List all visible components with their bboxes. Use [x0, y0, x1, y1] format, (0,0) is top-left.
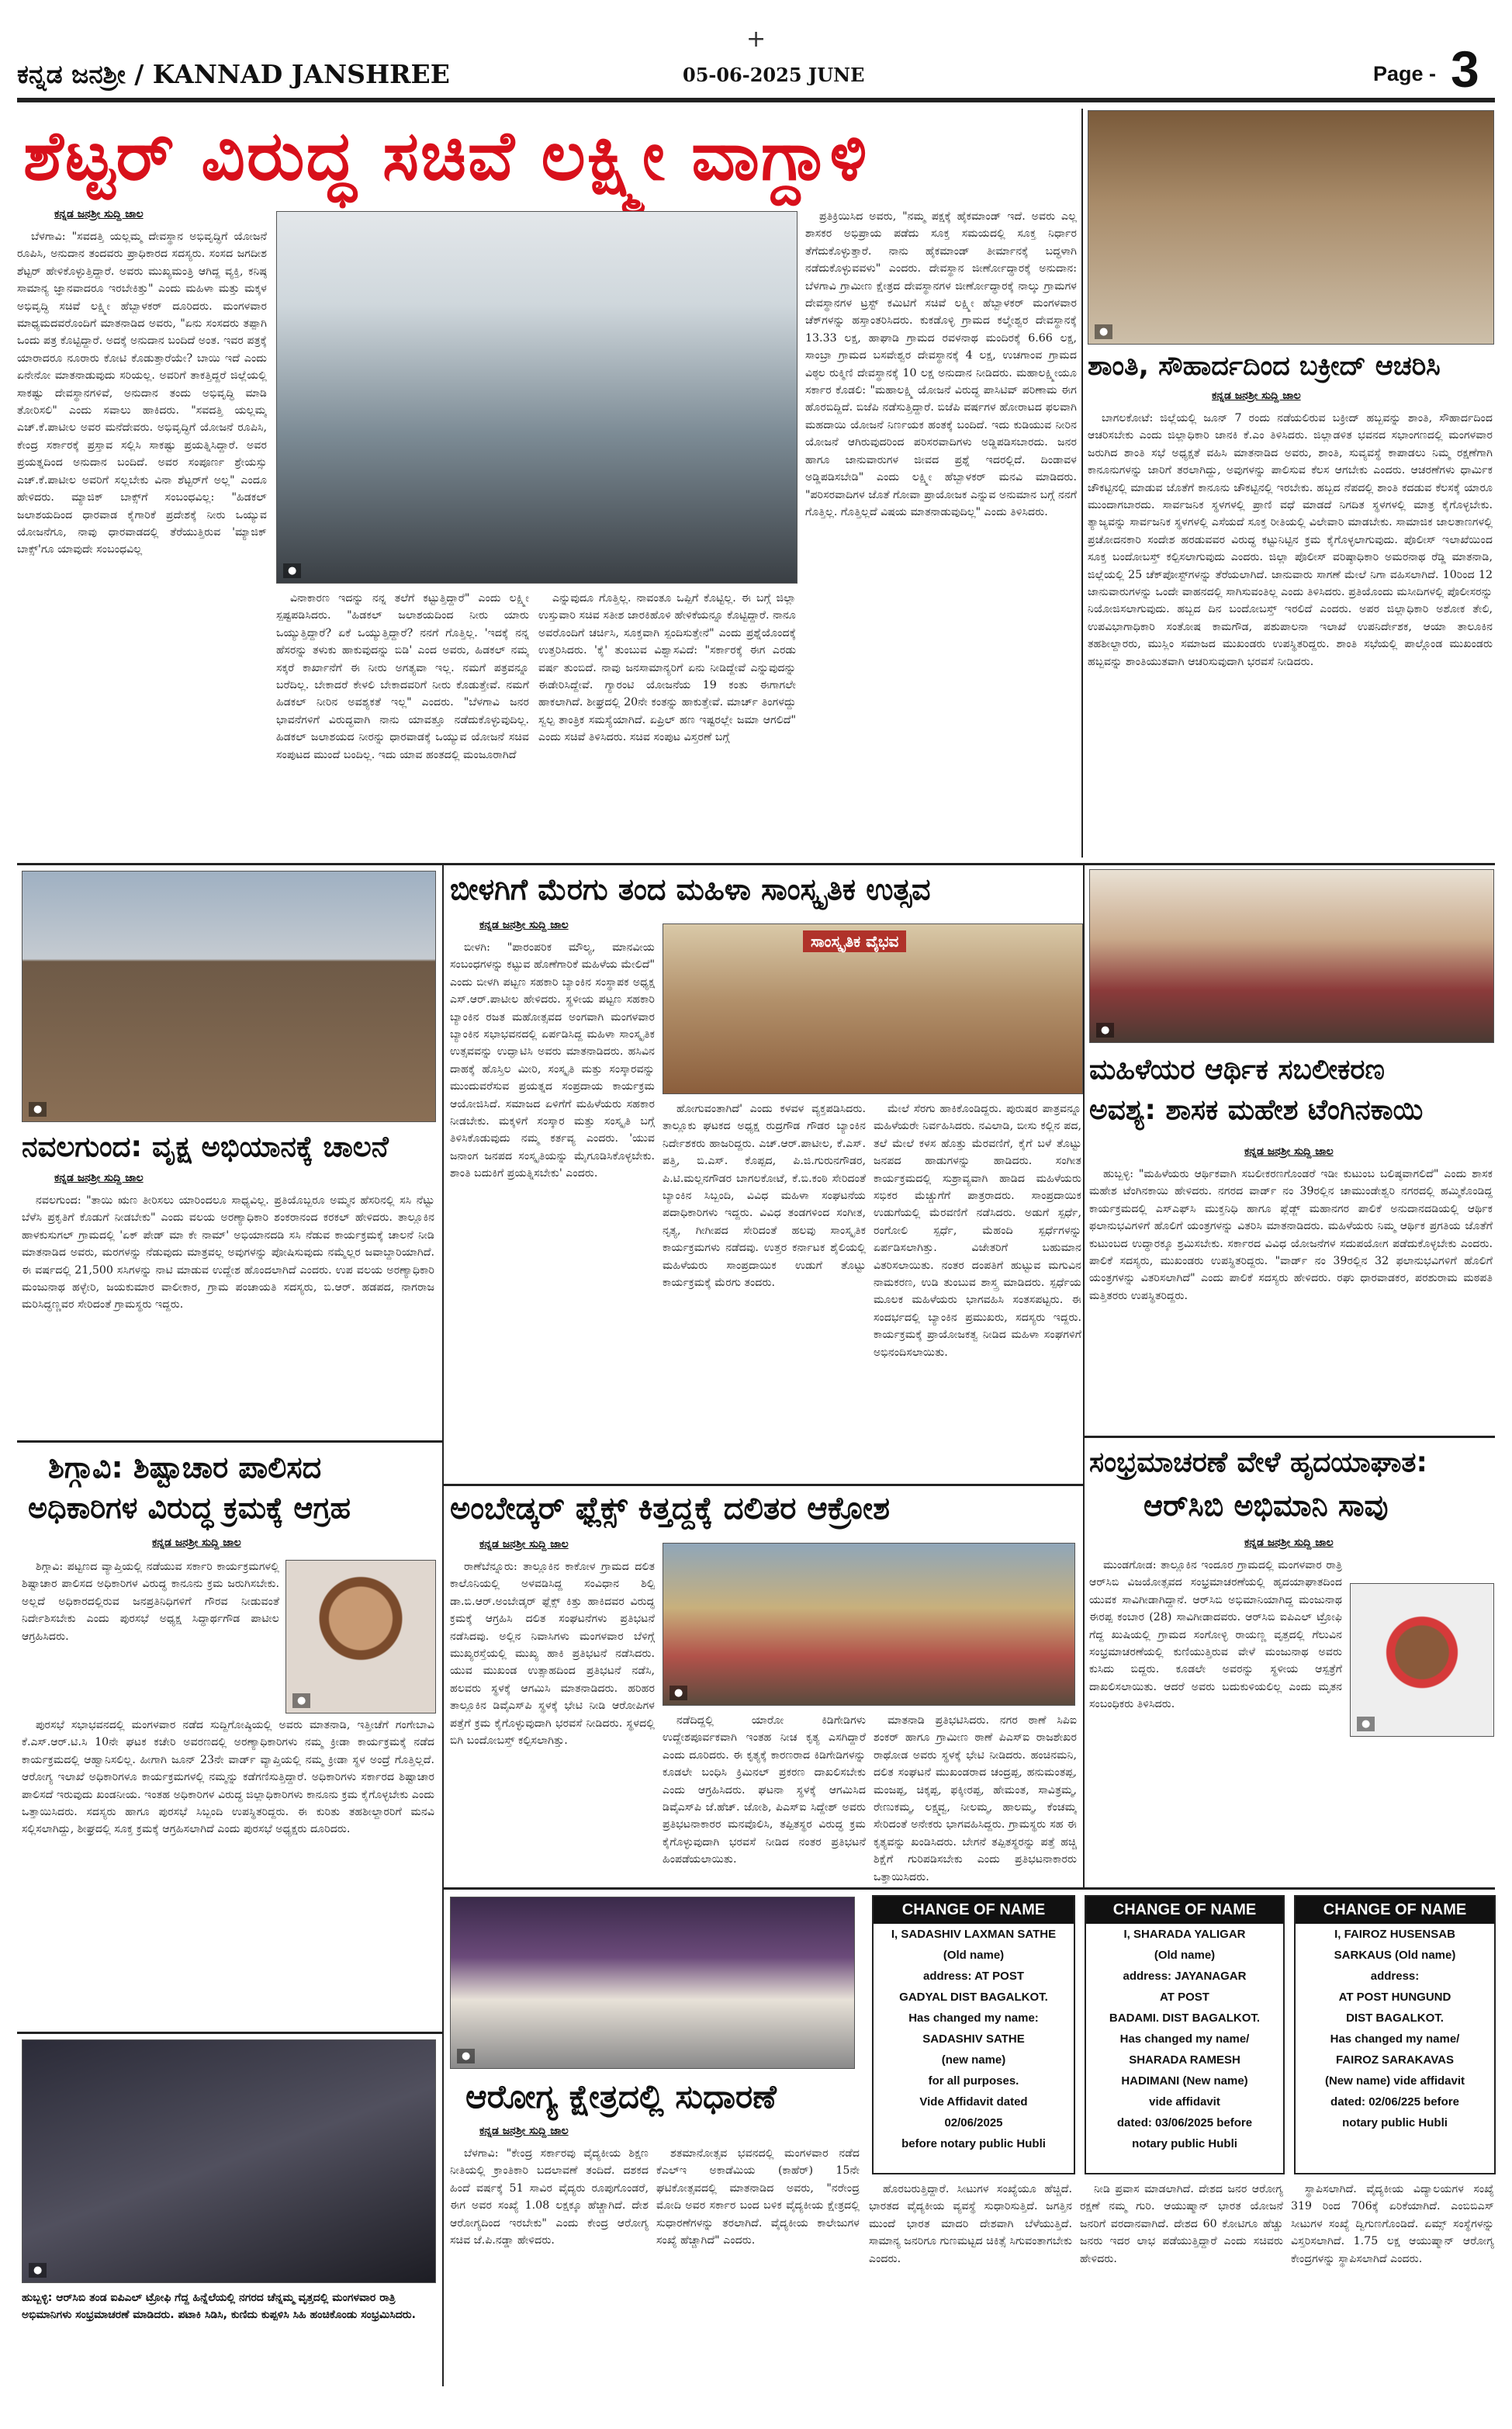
photo-sewing-label: ● — [1096, 1023, 1114, 1038]
shiggavi-body-top-text: ಶಿಗ್ಗಾವಿ: ಪಟ್ಟಣದ ವ್ಯಾಪ್ತಿಯಲ್ಲಿ ನಡೆಯುವ ಸರ್ಕಾರಿ ಕಾರ್ಯಕ್ರಮಗಳಲ್ಲಿ ಶಿಷ್ಟಾಚಾರ ಪಾಲಿಸದ ಅಧಿಕಾರಿಗಳ ವಿರುದ್ಧ ಕಾನೂನು ಕ್ರಮ ಜರುಗಿಸಬೇಕು. ಅಲ್ಲದೆ ಅಧಿಕಾರದಲ್ಲಿರುವ ಜನಪ್ರತಿನಿಧಿಗಳಿಗೆ ಗೌರವ ನೀಡುವಂತೆ ನಿರ್ದೇಶಿಸಬೇಕು ಎಂದು ಪುರಸಭೆ ಅಧ್ಯಕ್ಷ ಸಿದ್ಧಾರ್ಥಗೌಡ ಪಾಟೀಲ ಆಗ್ರಹಿಸಿದರು. — [22, 1561, 279, 1643]
photo-protest-label: ● — [670, 1686, 687, 1700]
shiggavi-body-bottom — [22, 1717, 434, 2027]
health-photo — [450, 1897, 855, 2069]
notice-header: CHANGE OF NAME — [874, 1897, 1074, 1924]
rcb-headline-2: ಆರ್‌ಸಿಬಿ ಅಭಿಮಾನಿ ಸಾವು — [1144, 1488, 1389, 1523]
notice-line: address: JAYANAGAR — [1123, 1970, 1247, 1983]
notice-line: notary public Hubli — [1132, 2137, 1237, 2150]
bakrid-headline: ಶಾಂತಿ, ಸೌಹಾರ್ದದಿಂದ ಬಕ್ರೀದ್ ಆಚರಿಸಿ — [1088, 351, 1441, 382]
photo-minister-label: ● — [283, 563, 301, 578]
shiggavi-headline-2: ಅಧಿಕಾರಿಗಳ ವಿರುದ್ಧ ಕ್ರಮಕ್ಕೆ ಆಗ್ರಹ — [28, 1491, 351, 1525]
notice-header: CHANGE OF NAME — [1296, 1897, 1494, 1924]
lead-headline: ಶೆಟ್ಟರ್ ವಿರುದ್ಧ ಸಚಿವೆ ಲಕ್ಷ್ಮೀ ವಾಗ್ದಾಳಿ — [23, 116, 869, 196]
ambedkar-hrule — [444, 1887, 1495, 1890]
women-headline-2: ಅವಶ್ಯ: ಶಾಸಕ ಮಹೇಶ ಟೆಂಗಿನಕಾಯಿ — [1089, 1094, 1424, 1126]
tree-byline: ಕನ್ನಡ ಜನಶ್ರೀ ಸುದ್ದಿ ಜಾಲ — [54, 1172, 144, 1184]
notice-line: 02/06/2025 — [944, 2116, 1003, 2129]
photo-meeting-label: ● — [1095, 324, 1112, 339]
left-vrule — [442, 865, 444, 2386]
cultural-col3 — [874, 1100, 1081, 1479]
health-col3 — [869, 2181, 1072, 2378]
cultural-col1 — [450, 939, 655, 1479]
ambedkar-col2-text: ನಡೆದಿದ್ದಲ್ಲಿ ಯಾರೋ ಕಿಡಿಗೇಡಿಗಳು ಉದ್ದೇಶಪೂರ್ವಕವಾಗಿ ಇಂತಹ ನೀಚ ಕೃತ್ಯ ಎಸಗಿದ್ದಾರೆ ಎಂದು ದೂರಿದರು. ಈ ಕೃತ್ಯಕ್ಕೆ ಕಾರಣರಾದ ಕಿಡಿಗೇಡಿಗಳನ್ನು ಕೂಡಲೇ ಬಂಧಿಸಿ ಕ್ರಿಮಿನಲ್ ಪ್ರಕರಣ ದಾಖಲಿಸಬೇಕು ಎಂದು ಆಗ್ರಹಿಸಿದರು. ಘಟನಾ ಸ್ಥಳಕ್ಕೆ ಆಗಮಿಸಿದ ಡಿವೈಎಸ್‌ಪಿ ಜೆ.ಹೆಚ್. ಜೋಶಿ, ಪಿಎಸ್‌ಐ ಸಿದ್ದೇಶ್ ಅವರು ಪ್ರತಿಭಟನಾಕಾರರ ಮನವೊಲಿಸಿ, ತಪ್ಪಿತಸ್ಥರ ವಿರುದ್ಧ ಕ್ರಮ ಕೈಗೊಳ್ಳುವುದಾಗಿ ಭರವಸೆ ನೀಡಿದ ನಂತರ ಪ್ರತಿಭಟನೆ ಹಿಂಪಡೆಯಲಾಯಿತು. — [663, 1714, 866, 1866]
tree-body — [22, 1192, 434, 1433]
notice-line: SHARADA RAMESH — [1129, 2053, 1240, 2067]
lead-col2 — [276, 590, 529, 858]
notice-line: I, FAIROZ HUSENSAB — [1334, 1928, 1455, 1941]
shiggavi-hrule — [17, 2032, 442, 2034]
shiggavi-byline: ಕನ್ನಡ ಜನಶ್ರೀ ಸುದ್ದಿ ಜಾಲ — [152, 1537, 241, 1549]
lead-col1-text: ಬೆಳಗಾವಿ: "ಸವದತ್ತಿ ಯಲ್ಲಮ್ಮ ದೇವಸ್ಥಾನ ಅಭಿವೃದ್ಧಿಗೆ ಯೋಜನೆ ರೂಪಿಸಿ, ಅನುದಾನ ತಂದವರು ಪ್ರಾಧಿಕಾರದ ಸದಸ್ಯರು. ಸಂಸದ ಜಗದೀಶ ಶೆಟ್ಟರ್ ಹೇಳಿಕೊಳ್ಳುತ್ತಿದ್ದಾರೆ. ಅವರು ಮುಖ್ಯಮಂತ್ರಿ ಆಗಿದ್ದ ವ್ಯಕ್ತಿ, ಕನಿಷ್ಠ ಸಾಮಾನ್ಯ ಜ್ಞಾನವಾದರೂ ಇರಬೇಕಿತ್ತು" ಎಂದು ಮಹಿಳಾ ಮತ್ತು ಮಕ್ಕಳ ಅಭಿವೃದ್ಧಿ ಸಚಿವೆ ಲಕ್ಷ್ಮೀ ಹೆಬ್ಬಾಳಕರ್ ದೂರಿದರು. ಮಂಗಳವಾರ ಮಾಧ್ಯಮದವರೊಂದಿಗೆ ಮಾತನಾಡಿದ ಅವರು, "ಏನು ಸಂಸದರು ತಪ್ಪಾಗಿ ಒಂದು ಪತ್ರ ಕೊಟ್ಟಿದ್ದಾರೆ. ಅದಕ್ಕೆ ಅನುದಾನ ಬಂದಿದೆ ಅಂತ. ಇವರ ಪತ್ರಕ್ಕೆ ಯಾರಾದರೂ ನೂರಾರು ಕೋಟಿ ಕೊಡುತ್ತಾರೆಯೇ? ಬಾಯಿ ಇದೆ ಎಂದು ಏನೇನೋ ಮಾತನಾಡುವುದು ಸರಿಯಲ್ಲ. ಅವರಿಗೆ ತಾಕತ್ತಿದ್ದರೆ ಜಿಲ್ಲೆಯಲ್ಲಿ ಸಾಕಷ್ಟು ದೇವಸ್ಥಾನಗಳಿವೆ, ಅನುದಾನ ತಂದು ಅಭಿವೃದ್ಧಿ ಮಾಡಿ ತೋರಿಸಲಿ" ಎಂದು ಸವಾಲು ಹಾಕಿದರು. "ಸವದತ್ತಿ ಯಲ್ಲಮ್ಮ ಎಚ್.ಕೆ.ಪಾಟೀಲ ಅವರ ಮನೆದೇವರು. ಅಭಿವೃದ್ಧಿಗೆ ಯೋಜನೆ ರೂಪಿಸಿ, ಕೇಂದ್ರ ಸರ್ಕಾರಕ್ಕೆ ಪ್ರಸ್ತಾವ ಸಲ್ಲಿಸಿ ಸಾಕಷ್ಟು ಪ್ರಯತ್ನಿಸಿದ್ದಾರೆ. ಅವರ ಪ್ರಯತ್ನದಿಂದ ಅನುದಾನ ಬಂದಿದೆ. ಅವರ ಸಂಪೂರ್ಣ ಶ್ರೇಯಸ್ಸು ಎಚ್.ಕೆ.ಪಾಟೀಲ ಅವರಿಗೆ ಸಲ್ಲಬೇಕು ವಿನಾ ಶೆಟ್ಟರ್‌ಗೆ ಅಲ್ಲ" ಎಂದೂ ಹೇಳಿದರು. ಮ್ಯಾಜಿಕ್ ಬಾಕ್ಸ್‌ಗೆ ಸಂಬಂಧವಿಲ್ಲ: "ಹಿಡಕಲ್ ಜಲಾಶಯದಿಂದ ಧಾರವಾಡ ಕೈಗಾರಿಕೆ ಪ್ರದೇಶಕ್ಕೆ ನೀರು ಒಯ್ಯುವ ಯೋಜನೆಗೂ, ನಾವು ಧಾರವಾಡದಲ್ಲಿ ತೆರೆಯುತ್ತಿರುವ 'ಮ್ಯಾಜಿಕ್ ಬಾಕ್ಸ್'ಗೂ ಯಾವುದೇ ಸಂಬಂಧವಿಲ್ಲ — [17, 230, 267, 556]
notice-line: I, SADASHIV LAXMAN SATHE — [891, 1928, 1057, 1941]
health-col2-text: ಶತಮಾನೋತ್ಸವ ಭವನದಲ್ಲಿ ಮಂಗಳವಾರ ನಡೆದ ಕೆಎಲ್‌ಇ ಅಕಾಡೆಮಿಯ (ಕಾಹೆರ್) 15ನೇ ಘಟಿಕೋತ್ಸವದಲ್ಲಿ ಮಾತನಾಡಿದ ಅವರು, "ನರೇಂದ್ರ ಮೋದಿ ಅವರ ಸರ್ಕಾರ ಬಂದ ಬಳಿಕ ವೈದ್ಯಕೀಯ ಕ್ಷೇತ್ರದಲ್ಲಿ ಸುಧಾರಣೆಗಳನ್ನು ತರಲಾಗಿದೆ. ವೈದ್ಯಕೀಯ ಕಾಲೇಜುಗಳ ಸಂಖ್ಯೆ ಹೆಚ್ಚಾಗಿದೆ" ಎಂದರು. — [656, 2147, 860, 2247]
lead-col2-text: ವಿನಾಕಾರಣ ಇದನ್ನು ನನ್ನ ತಲೆಗೆ ಕಟ್ಟುತ್ತಿದ್ದಾರೆ" ಎಂದು ಲಕ್ಷ್ಮೀ ಸ್ಪಷ್ಟಪಡಿಸಿದರು. "ಹಿಡಕಲ್ ಜಲಾಶಯದಿಂದ ನೀರು ಯಾರು ಒಯ್ಯುತ್ತಿದ್ದಾರೆ? ಏಕೆ ಒಯ್ಯುತ್ತಿದ್ದಾರೆ? ನನಗೆ ಗೊತ್ತಿಲ್ಲ. 'ಇದಕ್ಕೆ ನನ್ನ ಹೆಸರನ್ನು ತಳುಕು ಹಾಕುವುದನ್ನು ಬಿಡಿ' ಎಂದ ಅವರು, ಹಿಡಕಲ್ ನಮ್ಮ ಸಕ್ಕರೆ ಕಾರ್ಖಾನೆಗೆ ಈ ನೀರು ಅಗತ್ಯವಾ ಇಲ್ಲ. ನಮಗೆ ಪತ್ರವನ್ನೂ ಬರೆದಿಲ್ಲ. ಬೇಕಾದರೆ ಕೇಳಲಿ ಬೇಕಾದವರಿಗೆ ನೀರು ಕೊಡುತ್ತೇವೆ. ನಮಗೆ ಹಿಡಕಲ್ ನೀರಿನ ಅವಶ್ಯಕತೆ ಇಲ್ಲ" ಎಂದರು. "ಬೆಳಗಾವಿ ಜನರ ಭಾವನೆಗಳಿಗೆ ವಿರುದ್ಧವಾಗಿ ನಾನು ಯಾವತ್ತೂ ನಡೆದುಕೊಳ್ಳುವುದಿಲ್ಲ. ಹಿಡಕಲ್ ಜಲಾಶಯದ ನೀರನ್ನು ಧಾರವಾಡಕ್ಕೆ ಒಯ್ಯುವ ಯೋಜನೆ ಸಚಿವ ಸಂಪುಟದ ಮುಂದೆ ಬಂದಿಲ್ಲ. ಇದು ಯಾವ ಹಂತದಲ್ಲಿ ಮಂಜೂರಾಗಿದೆ — [276, 592, 529, 761]
photo-president-label: ● — [292, 1693, 310, 1708]
crop-mark: + — [746, 26, 766, 53]
notice-line: SARKAUS (Old name) — [1334, 1949, 1456, 1962]
health-col3-text: ಹೊರಬರುತ್ತಿದ್ದಾರೆ. ಸೀಟುಗಳ ಸಂಖ್ಯೆಯೂ ಹೆಚ್ಚಿದೆ. ಭಾರತದ ವೈದ್ಯಕೀಯ ವ್ಯವಸ್ಥೆ ಸುಧಾರಿಸುತ್ತಿದೆ. ಜಗತ್ತಿನ ಮುಂದೆ ಭಾರತ ಮಾದರಿ ದೇಶವಾಗಿ ಬೆಳೆಯುತ್ತಿದೆ. ಸಾಮಾನ್ಯ ಜನರಿಗೂ ಗುಣಮಟ್ಟದ ಚಿಕಿತ್ಸೆ ಸಿಗುವಂತಾಗಬೇಕು ಎಂದರು. — [869, 2183, 1072, 2265]
cultural-byline: ಕನ್ನಡ ಜನಶ್ರೀ ಸುದ್ದಿ ಜಾಲ — [479, 919, 569, 931]
masthead-title: ಕನ್ನಡ ಜನಶ್ರೀ / KANNAD JANSHREE — [17, 59, 450, 89]
tree-hrule — [17, 1440, 442, 1443]
health-col1 — [450, 2145, 649, 2378]
notice-line: Has changed my name: — [908, 2011, 1039, 2025]
rcb-byline: ಕನ್ನಡ ಜನಶ್ರೀ ಸುದ್ದಿ ಜಾಲ — [1244, 1537, 1334, 1549]
cultural-col2-text: ಹೋಗುವಂತಾಗಿದೆ' ಎಂದು ಕಳವಳ ವ್ಯಕ್ತಪಡಿಸಿದರು. ತಾಲ್ಲೂಕು ಘಟಕದ ಅಧ್ಯಕ್ಷ ರುದ್ರಗೌಡ ಗೌಡರ ಬ್ಯಾಂಕಿನ ನಿರ್ದೇಶಕರು ಹಾಜರಿದ್ದರು. ಎಚ್.ಆರ್.ಪಾಟೀಲ, ಕೆ.ಎಸ್. ಪತ್ತಿ, ಬಿ.ಎಸ್. ಕೊಪ್ಪದ, ಪಿ.ಜಿ.ಗುರುನಗೌಡರ, ಪಿ.ಟಿ.ಮಲ್ಲನಗೌಡರ ಬಾಗಲಕೋಟೆ, ಕೆ.ಬಿ.ಕಂಠಿ ಸೇರಿದಂತೆ ಬ್ಯಾಂಕಿನ ಸಿಬ್ಬಂದಿ, ವಿವಿಧ ಮಹಿಳಾ ಸಂಘಟನೆಯ ಪದಾಧಿಕಾರಿಗಳು ಇದ್ದರು. ವಿವಿಧ ತಂಡಗಳಿಂದ ಸಂಗೀತ, ನೃತ್ಯ, ಗೀಗೀಪದ ಸೇರಿದಂತೆ ಹಲವು ಸಾಂಸ್ಕೃತಿಕ ಕಾರ್ಯಕ್ರಮಗಳು ನಡೆದವು. ಉತ್ತರ ಕರ್ನಾಟಕ ಶೈಲಿಯಲ್ಲಿ ಮಹಿಳೆಯರು ಸಾಂಪ್ರದಾಯಿಕ ಉಡುಗೆ ತೊಟ್ಟು ಕಾರ್ಯಕ್ರಮಕ್ಕೆ ಮೆರಗು ತಂದರು. — [663, 1103, 866, 1290]
tree-headline: ನವಲಗುಂದ: ವೃಕ್ಷ ಅಭಿಯಾನಕ್ಕೆ ಚಾಲನೆ — [22, 1130, 389, 1163]
lead-col3 — [538, 590, 796, 858]
notice-line: GADYAL DIST BAGALKOT. — [899, 1991, 1048, 2004]
ambedkar-col1 — [450, 1558, 655, 1884]
photo-fan-label: ● — [1357, 1717, 1375, 1731]
tree-body-text: ನವಲಗುಂದ: "ತಾಯಿ ಋಣ ತೀರಿಸಲು ಯಾರಿಂದಲೂ ಸಾಧ್ಯವಿಲ್ಲ. ಪ್ರತಿಯೊಬ್ಬರೂ ಅಮ್ಮನ ಹೆಸರಿನಲ್ಲಿ ಸಸಿ ನೆಟ್ಟು ಬೆಳೆಸಿ ಪ್ರಕೃತಿಗೆ ಕೊಡುಗೆ ನೀಡಬೇಕು" ಎಂದು ವಲಯ ಅರಣ್ಯಾಧಿಕಾರಿ ಶಂಕರಾನಂದ ಕರಕಲ್ ಹೇಳಿದರು. ತಾಲ್ಲೂಕಿನ ಹಾಳಕುಸುಗಲ್ ಗ್ರಾಮದಲ್ಲಿ 'ಏಕ್ ಪೇಡ್ ಮಾ ಕೇ ನಾಮ್' ಅಭಿಯಾನದಡಿ ಸಸಿ ನೆಡುವ ಕಾರ್ಯಕ್ರಮಕ್ಕೆ ಚಾಲನೆ ನೀಡಿ ಮಾತನಾಡಿದ ಅವರು, ಮರಗಳನ್ನು ನೆಡುವುದು ಮಾತ್ರವಲ್ಲ ಅವುಗಳನ್ನು ಪೋಷಿಸುವುದು ನಮ್ಮೆಲ್ಲರ ಜವಾಬ್ದಾರಿಯಾಗಿದೆ. ಈ ವರ್ಷದಲ್ಲಿ 21,500 ಸಸಿಗಳನ್ನು ನಾಟಿ ಮಾಡುವ ಉದ್ದೇಶ ಹೊಂದಲಾಗಿದೆ ಎಂದರು. ಉಪ ವಲಯ ಅರಣ್ಯಾಧಿಕಾರಿ ಮಂಜುನಾಥ ಹಳ್ಳೇರಿ, ಜಯಕುಮಾರ ವಾಲೀಕಾರ, ಗ್ರಾಮ ಪಂಚಾಯತಿ ಸದಸ್ಯರು, ಬಿ.ಆರ್. ಹಡಪದ, ನಾಗರಾಜ ಮರಿಸಿದ್ಧಣ್ಣವರ ಸೇರಿದಂತೆ ಗ್ರಾಮಸ್ಥರು ಇದ್ದರು. — [22, 1194, 434, 1312]
ipl-photo — [22, 2039, 436, 2283]
page-number: 3 — [1451, 40, 1479, 98]
ambedkar-col3 — [874, 1712, 1077, 1884]
tree-photo — [22, 871, 436, 1122]
health-headline: ಆರೋಗ್ಯ ಕ್ಷೇತ್ರದಲ್ಲಿ ಸುಧಾರಣೆ — [465, 2077, 777, 2115]
right-vrule — [1083, 865, 1085, 1887]
notice-line: HADIMANI (New name) — [1121, 2074, 1248, 2088]
women-body-text: ಹುಬ್ಬಳ್ಳಿ: "ಮಹಿಳೆಯರು ಆರ್ಥಿಕವಾಗಿ ಸಬಲೀಕರಣಗೊಂಡರೆ ಇಡೀ ಕುಟುಂಬ ಬಲಿಷ್ಠವಾಗಲಿದೆ" ಎಂದು ಶಾಸಕ ಮಹೇಶ ಟೆಂಗಿನಕಾಯಿ ಹೇಳಿದರು. ನಗರದ ವಾರ್ಡ್ ನಂ 39ರಲ್ಲಿನ ಚಾಮುಂಡೇಶ್ವರಿ ನಗರದಲ್ಲಿ ಹಮ್ಮಿಕೊಂಡಿದ್ದ ಕಾರ್ಯಕ್ರಮದಲ್ಲಿ ಎಸ್‌ಎಫ್‌ಸಿ ಮುಕ್ತನಿಧಿ ಹಾಗೂ ಪ್ಲೆಡ್ಜ್ ಮಹಾನಗರ ಪಾಲಿಕೆ ಅನುದಾನದಡಿಯಲ್ಲಿ ಆರ್ಥಿಕ ಫಲಾನುಭವಿಗಳಿಗೆ ಹೊಲಿಗೆ ಯಂತ್ರಗಳನ್ನು ವಿತರಿಸಿ ಮಾತನಾಡಿದರು. ಮಹಿಳೆಯರು ನಿಮ್ಮ ಆರ್ಥಿಕ ಪ್ರಗತಿಯ ಜೊತೆಗೆ ಕುಟುಂಬದ ಉದ್ಧಾರಕ್ಕೂ ಶ್ರಮಿಸಬೇಕು. ಸರ್ಕಾರದ ವಿವಿಧ ಯೋಜನೆಗಳ ಸದುಪಯೋಗ ಪಡೆದುಕೊಳ್ಳಬೇಕು ಎಂದರು. ಪಾಲಿಕೆ ಸದಸ್ಯರು, ಮುಖಂಡರು ಉಪಸ್ಥಿತರಿದ್ದರು. "ವಾರ್ಡ್ ನಂ 39ರಲ್ಲಿನ 32 ಫಲಾನುಭವಿಗಳಿಗೆ ಹೊಲಿಗೆ ಯಂತ್ರಗಳನ್ನು ವಿತರಿಸಲಾಗಿದೆ" ಎಂದು ಪಾಲಿಕೆ ಸದಸ್ಯರು ಹೇಳಿದರು. ರಘು ಧಾರವಾಡಕರ, ಪರಶುರಾಮ ಮಠಪತಿ ಮತ್ತಿತರರು ಉಪಸ್ಥಿತರಿದ್ದರು. — [1089, 1168, 1493, 1302]
health-byline: ಕನ್ನಡ ಜನಶ್ರೀ ಸುದ್ದಿ ಜಾಲ — [479, 2125, 569, 2137]
notice-line: FAIROZ SARAKAVAS — [1336, 2053, 1454, 2067]
rcb-portrait — [1350, 1583, 1494, 1737]
women-body — [1089, 1166, 1493, 1429]
lead-col1 — [17, 228, 267, 857]
notice-line: (New name) vide affidavit — [1324, 2074, 1465, 2088]
lead-vrule — [1081, 109, 1083, 858]
masthead-rule — [17, 98, 1495, 102]
shiggavi-portrait — [285, 1560, 436, 1713]
notice-line: address: AT POST — [922, 1970, 1025, 1983]
health-col5-text: ಸ್ಥಾಪಿಸಲಾಗಿದೆ. ವೈದ್ಯಕೀಯ ವಿದ್ಯಾಲಯಗಳ ಸಂಖ್ಯೆ 319 ರಿಂದ 706ಕ್ಕೆ ಏರಿಕೆಯಾಗಿದೆ. ಎಂಬಿಬಿಎಸ್ ಸೀಟುಗಳ ಸಂಖ್ಯೆ ದ್ವಿಗುಣಗೊಂಡಿದೆ. ಏಮ್ಸ್ ಸಂಸ್ಥೆಗಳನ್ನು ವಿಸ್ತರಿಸಲಾಗಿದೆ. 1.75 ಲಕ್ಷ ಆಯುಷ್ಮಾನ್ ಆರೋಗ್ಯ ಕೇಂದ್ರಗಳನ್ನು ಸ್ಥಾಪಿಸಲಾಗಿದೆ ಎಂದರು. — [1291, 2183, 1494, 2265]
bakrid-body-text: ಬಾಗಲಕೋಟೆ: ಜಿಲ್ಲೆಯಲ್ಲಿ ಜೂನ್ 7 ರಂದು ನಡೆಯಲಿರುವ ಬಕ್ರೀದ್ ಹಬ್ಬವನ್ನು ಶಾಂತಿ, ಸೌಹಾರ್ದದಿಂದ ಆಚರಿಸಬೇಕು ಎಂದು ಜಿಲ್ಲಾಧಿಕಾರಿ ಜಾನಕಿ ಕೆ.ಎಂ ತಿಳಿಸಿದರು. ಜಿಲ್ಲಾಡಳಿತ ಭವನದ ಸಭಾಂಗಣದಲ್ಲಿ ಮಂಗಳವಾರ ಜರುಗಿದ ಶಾಂತಿ ಸಭೆ ಅಧ್ಯಕ್ಷತೆ ವಹಿಸಿ ಮಾತನಾಡಿದ ಅವರು, ಶಾಂತಿ, ಸುವ್ಯವಸ್ಥೆ ಕಾಪಾಡಲು ನಿಮ್ಮ ರಕ್ಷಣೆಗಾಗಿ ಕಾನೂನುಗಳನ್ನು ಜಾರಿಗೆ ತರಲಾಗಿದ್ದು, ಅವುಗಳನ್ನು ಪಾಲಿಸುವ ಕೆಲಸ ಆಗಬೇಕು ಎಂದರು. ಆಚರಣೆಗಳು ಧಾರ್ಮಿಕ ಚೌಕಟ್ಟಿನಲ್ಲಿ ಮಾಡುವ ಜೊತೆಗೆ ಕಾನೂನು ಚೌಕಟ್ಟಿನಲ್ಲಿ ಇರಬೇಕು. ಹಬ್ಬದ ನೆಪದಲ್ಲಿ ಶಾಂತಿ ಕದಡುವ ಕೆಲಸಕ್ಕೆ ಯಾರೂ ಮುಂದಾಗಬಾರದು. ಸಾರ್ವಜನಿಕ ಸ್ಥಳಗಳಲ್ಲಿ ಪ್ರಾಣಿ ವಧೆ ಮಾಡದೆ ನಿಗದಿತ ಸ್ಥಳಗಳಲ್ಲಿ ಮಾತ್ರ ಕೈಗೊಳ್ಳಬೇಕು. ತ್ಯಾಜ್ಯವನ್ನು ಸಾರ್ವಜನಿಕ ಸ್ಥಳಗಳಲ್ಲಿ ಎಸೆಯದೆ ಸೂಕ್ತ ರೀತಿಯಲ್ಲಿ ವಿಲೇವಾರಿ ಮಾಡಬೇಕು. ಸಾಮಾಜಿಕ ಜಾಲತಾಣಗಳಲ್ಲಿ ಪ್ರಚೋದನಕಾರಿ ಸಂದೇಶ ಹರಡುವವರ ವಿರುದ್ಧ ಕಟ್ಟುನಿಟ್ಟಿನ ಕ್ರಮ ಕೈಗೊಳ್ಳಲಾಗುವುದು. ಪೊಲೀಸ್ ಇಲಾಖೆಯಿಂದ ಸೂಕ್ತ ಬಂದೋಬಸ್ತ್ ಕಲ್ಪಿಸಲಾಗುವುದು ಎಂದರು. ಜಿಲ್ಲಾ ಪೊಲೀಸ್ ವರಿಷ್ಠಾಧಿಕಾರಿ ಅಮರನಾಥ ರೆಡ್ಡಿ ಮಾತನಾಡಿ, ಜಿಲ್ಲೆಯಲ್ಲಿ 25 ಚೆಕ್‌ಪೋಸ್ಟ್‌ಗಳನ್ನು ತೆರೆಯಲಾಗಿದೆ. ಜಾನುವಾರು ಸಾಗಣೆ ಮೇಲೆ ನಿಗಾ ವಹಿಸಲಾಗಿದೆ. 10ರಿಂದ 12 ಜಾನುವಾರುಗಳನ್ನು ಒಂದೇ ವಾಹನದಲ್ಲಿ ಸಾಗಿಸುವಂತಿಲ್ಲ ಎಂದು ತಿಳಿಸಿದರು. ಪ್ರತಿಯೊಂದು ಮಸೀದಿಗಳಲ್ಲಿ ಪೊಲೀಸರನ್ನು ನಿಯೋಜಿಸಲಾಗುವುದು. ಹಬ್ಬದ ದಿನ ಬಂದೋಬಸ್ತ್ ಇರಲಿದೆ ಎಂದರು. ಅಪರ ಜಿಲ್ಲಾಧಿಕಾರಿ ಅಶೋಕ ತೇಲಿ, ಉಪವಿಭಾಗಾಧಿಕಾರಿ ಸಂತೋಷ ಕಾಮಗೌಡ, ಪಶುಪಾಲನಾ ಇಲಾಖೆ ಉಪನಿರ್ದೇಶಕ, ಆಯಾ ತಾಲೂಕಿನ ತಹಶೀಲ್ದಾರರು, ಮುಸ್ಲಿಂ ಸಮಾಜದ ಮುಖಂಡರು ಉಪಸ್ಥಿತರಿದ್ದರು. ಶಾಂತಿ ಸಭೆಯಲ್ಲಿ ಪಾಲ್ಗೊಂಡ ಮುಖಂಡರು ಹಬ್ಬವನ್ನು ಶಾಂತಿಯುತವಾಗಿ ಆಚರಿಸುವುದಾಗಿ ಭರವಸೆ ನೀಡಿದರು. — [1088, 412, 1493, 668]
notice-line: vide affidavit — [1149, 2095, 1220, 2108]
notice-line: address: — [1370, 1970, 1420, 1983]
shiggavi-body-top — [22, 1558, 279, 1713]
ambedkar-col1-text: ರಾಣೆಬೆನ್ನೂರು: ತಾಲ್ಲೂಕಿನ ಕಾಕೋಳ ಗ್ರಾಮದ ದಲಿತ ಕಾಲೊನಿಯಲ್ಲಿ ಅಳವಡಿಸಿದ್ದ ಸಂವಿಧಾನ ಶಿಲ್ಪಿ ಡಾ.ಬಿ.ಆರ್.ಅಂಬೇಡ್ಕರ್ ಫ್ಲೆಕ್ಸ್ ಕಿತ್ತು ಹಾಕಿದವರ ವಿರುದ್ಧ ಕ್ರಮಕ್ಕೆ ಆಗ್ರಹಿಸಿ ದಲಿತ ಸಂಘಟನೆಗಳು ಪ್ರತಿಭಟನೆ ನಡೆಸಿದವು. ಅಲ್ಲಿನ ನಿವಾಸಿಗಳು ಮಂಗಳವಾರ ಬೆಳಿಗ್ಗೆ ಮುಖ್ಯರಸ್ತೆಯಲ್ಲಿ ಮುಖ್ಯ ಹಾಕಿ ಪ್ರತಿಭಟನೆ ನಡೆಸಿದರು. ಯುವ ಮುಖಂಡ ಉತ್ಸಾಹದಿಂದ ಪ್ರತಿಭಟನೆ ನಡೆಸಿ, ಹಲವರು ಸ್ಥಳಕ್ಕೆ ಆಗಮಿಸಿ ಮಾತನಾಡಿದರು. ಹರಿಹರ ತಾಲ್ಲೂಕಿನ ಡಿವೈಎಸ್‌ಪಿ ಸ್ಥಳಕ್ಕೆ ಭೇಟಿ ನೀಡಿ ಆರೋಪಿಗಳ ಪತ್ತೆಗೆ ಕ್ರಮ ಕೈಗೊಳ್ಳುವುದಾಗಿ ಭರವಸೆ ನೀಡಿದರು. ಸ್ಥಳದಲ್ಲಿ ಬಿಗಿ ಬಂದೋಬಸ್ತ್ ಕಲ್ಪಿಸಲಾಗಿತ್ತು. — [450, 1561, 655, 1748]
section-rule-1 — [17, 863, 1495, 865]
name-change-notice — [872, 1895, 1075, 2174]
cultural-headline: ಬೀಳಗಿಗೆ ಮೆರಗು ತಂದ ಮಹಿಳಾ ಸಾಂಸ್ಕೃತಿಕ ಉತ್ಸವ — [450, 872, 931, 906]
notice-line: (new name) — [941, 2053, 1006, 2067]
cultural-photo — [663, 923, 1083, 1094]
photo-plantation-label: ● — [29, 1102, 47, 1117]
lead-col4-text: ಪ್ರತಿಕ್ರಿಯಿಸಿದ ಅವರು, "ನಮ್ಮ ಪಕ್ಷಕ್ಕೆ ಹೈಕಮಾಂಡ್ ಇದೆ. ಅವರು ಎಲ್ಲ ಶಾಸಕರ ಅಭಿಪ್ರಾಯ ಪಡೆದು ಸೂಕ್ತ ಸಮಯದಲ್ಲಿ ಸೂಕ್ತ ನಿರ್ಧಾರ ತೆಗೆದುಕೊಳ್ಳುತ್ತಾರೆ. ನಾನು ಹೈಕಮಾಂಡ್ ತೀರ್ಮಾನಕ್ಕೆ ಬದ್ಧಳಾಗಿ ನಡೆದುಕೊಳ್ಳುವವಳು" ಎಂದರು. ದೇವಸ್ಥಾನ ಜೀರ್ಣೋದ್ಧಾರಕ್ಕೆ ಅನುದಾನ: ಬೆಳಗಾವಿ ಗ್ರಾಮೀಣ ಕ್ಷೇತ್ರದ ದೇವಸ್ಥಾನಗಳ ಜೀರ್ಣೋದ್ಧಾರಕ್ಕೆ ನಾಲ್ಕು ಗ್ರಾಮಗಳ ದೇವಸ್ಥಾನಗಳ ಟ್ರಸ್ಟ್ ಕಮಿಟಿಗೆ ಸಚಿವೆ ಲಕ್ಷ್ಮೀ ಹೆಬ್ಬಾಳಕರ್ ಮಂಗಳವಾರ ಚೆಕ್‌ಗಳನ್ನು ಹಸ್ತಾಂತರಿಸಿದರು. ಕುಕಡೊಳ್ಳಿ ಗ್ರಾಮದ ಕಲ್ಮೇಶ್ವರ ದೇವಸ್ಥಾನಕ್ಕೆ 13.33 ಲಕ್ಷ, ಹಾಘಾಡಿ ಗ್ರಾಮದ ರವಳನಾಥ ಮಂದಿರಕ್ಕೆ 6.66 ಲಕ್ಷ, ಸಾಂಬ್ರಾ ಗ್ರಾಮದ ಬಸವೇಶ್ವರ ದೇವಸ್ಥಾನಕ್ಕೆ 4 ಲಕ್ಷ, ಉಚಗಾಂವ ಗ್ರಾಮದ ವಿಠ್ಠಲ ರುಕ್ಮಿಣಿ ದೇವಸ್ಥಾನಕ್ಕೆ 10 ಲಕ್ಷ ಅನುದಾನ ನೀಡಿದರು. ಮಹಾಲಕ್ಷ್ಮೀಯೂ ಸರ್ಕಾರ ಕೊಡಲಿ: "ಮಹಾಲಕ್ಷ್ಮಿ ಯೋಜನೆ ವಿರುದ್ಧ ಪಾಸಿಟಿವ್ ಪರಿಣಾಮ ಈಗ ಹೊರಬಿದ್ದಿದೆ. ಬಿಜೆಪಿ ನಡೆಸುತ್ತಿದ್ದಾರೆ. ಬಿಜೆಪಿ ವರ್ಷಗಳ ಹೋರಾಟದ ಫಲವಾಗಿ ಮಹದಾಯಿ ಯೋಜನೆ ನಿರ್ಣಯಕ ಹಂತಕ್ಕೆ ಬಂದಿದೆ. ಇದು ಕುಡಿಯುವ ನೀರಿನ ಯೋಜನೆ ಆಗಿರುವುದರಿಂದ ಪರಿಸರವಾದಿಗಳು ಅಡ್ಡಿಪಡಿಸಬಾರದು. ಜನರ ಹಾಗೂ ಜಾನುವಾರುಗಳ ಜೀವದ ಪ್ರಶ್ನೆ ಇದರಲ್ಲಿದೆ. ದಿಂಡಾವಳ ಅಡ್ಡಿಪಡಿಸಬೇಡಿ" ಎಂದು ಲಕ್ಷ್ಮೀ ಹೆಬ್ಬಾಳಕರ್ ಮನವಿ ಮಾಡಿದರು. "ಪರಿಸರವಾದಿಗಳ ಜೊತೆ ಗೋವಾ ಪ್ರಾಯೋಜಕ ಎನ್ನುವ ಅನುಮಾನ ಬಗ್ಗೆ ನನಗೆ ಗೊತ್ತಿಲ್ಲ. ಗೊತ್ತಿಲ್ಲದೆ ವಿಷಯ ಮಾತನಾಡುವುದಿಲ್ಲ" ಎಂದು ತಿಳಿಸಿದರು. — [805, 210, 1077, 518]
masthead-date: 05-06-2025 JUNE — [683, 64, 865, 86]
notice-line: dated: 03/06/2025 before — [1116, 2116, 1253, 2129]
notice-line: (Old name) — [943, 1949, 1005, 1962]
notice-line: before notary public Hubli — [901, 2137, 1046, 2150]
notice-line: notary public Hubli — [1342, 2116, 1448, 2129]
notice-line: for all purposes. — [928, 2074, 1019, 2088]
health-col1-text: ಬೆಳಗಾವಿ: "ಕೇಂದ್ರ ಸರ್ಕಾರವು ವೈದ್ಯಕೀಯ ಶಿಕ್ಷಣ ನೀತಿಯಲ್ಲಿ ಕ್ರಾಂತಿಕಾರಿ ಬದಲಾವಣೆ ತಂದಿದೆ. ದಶಕದ ಹಿಂದೆ ವರ್ಷಕ್ಕೆ 51 ಸಾವಿರ ವೈದ್ಯರು ರೂಪುಗೊಂಡರೆ, ಈಗ ಅವರ ಸಂಖ್ಯೆ 1.08 ಲಕ್ಷಕ್ಕೂ ಹೆಚ್ಚಾಗಿದೆ. ದೇಶ ಆರೋಗ್ಯದಿಂದ ಇರಬೇಕು" ಎಂದು ಕೇಂದ್ರ ಆರೋಗ್ಯ ಸಚಿವ ಜೆ.ಪಿ.ನಡ್ಡಾ ಹೇಳಿದರು. — [450, 2147, 649, 2247]
notice-line: (Old name) — [1154, 1949, 1216, 1962]
shiggavi-body-bottom-text: ಪುರಸಭೆ ಸಭಾಭವನದಲ್ಲಿ ಮಂಗಳವಾರ ನಡೆದ ಸುದ್ದಿಗೋಷ್ಠಿಯಲ್ಲಿ ಅವರು ಮಾತನಾಡಿ, ಇತ್ತೀಚೆಗೆ ಗಂಗೇಬಾವಿ ಕೆ.ಎಸ್.ಆರ್.ಟಿ.ಸಿ 10ನೇ ಘಟಕ ಕಚೇರಿ ಅವರಣದಲ್ಲಿ ಅರಣ್ಯಾಧಿಕಾರಿಗಳು ನಮ್ಮ ಕ್ರೀಡಾ ಕಾರ್ಯಕ್ರಮಕ್ಕೆ ನಡೆದ ಕಾರ್ಯಕ್ರಮದಲ್ಲಿ ಆಹ್ವಾನಿಸಲಿಲ್ಲ. ಹೀಗಾಗಿ ಜೂನ್ 23ನೇ ವಾರ್ಡ್ ವ್ಯಾಪ್ತಿಯಲ್ಲಿ ನಮ್ಮ ಕ್ರೀಡಾ ಸ್ಥಳ ಅಂದ್ರೆ ಗೊತ್ತಿಲ್ಲದೆ. ಆರೋಗ್ಯ ಇಲಾಖೆ ಅಧಿಕಾರಿಗಳೂ ಕಾರ್ಯಕ್ರಮಗಳಲ್ಲಿ ನಮ್ಮನ್ನು ಕಡೆಗಣಿಸುತ್ತಿದ್ದಾರೆ. ಅಧಿಕಾರಿಗಳು ಸರ್ಕಾರದ ಶಿಷ್ಟಾಚಾರ ಪಾಲಿಸದೆ ಇರುವುದು ಖಂಡನೀಯ. ಇಂತಹ ಅಧಿಕಾರಿಗಳ ವಿರುದ್ಧ ಜಿಲ್ಲಾಧಿಕಾರಿಗಳು ಕಾನೂನು ಕ್ರಮ ಕೈಗೊಳ್ಳಬೇಕು ಎಂದು ಒತ್ತಾಯಿಸಿದರು. ಸದಸ್ಯರು ಹಾಗೂ ಪುರಸಭೆ ಸಿಬ್ಬಂದಿ ಉಪಸ್ಥಿತರಿದ್ದರು. ಈ ಕುರಿತು ತಹಶೀಲ್ದಾರರಿಗೆ ಮನವಿ ಸಲ್ಲಿಸಲಾಗಿದ್ದು, ಶೀಘ್ರದಲ್ಲಿ ಸೂಕ್ತ ಕ್ರಮಕ್ಕೆ ಆಗ್ರಹಿಸಲಾಗಿದೆ ಎಂದು ಪುರಸಭೆ ಅಧ್ಯಕ್ಷರು ದೂರಿದರು. — [22, 1719, 434, 1836]
rcb-body — [1089, 1557, 1342, 1883]
women-headline-1: ಮಹಿಳೆಯರ ಆರ್ಥಿಕ ಸಬಲೀಕರಣ — [1089, 1054, 1385, 1086]
cultural-col1-text: ಬೀಳಗಿ: "ಪಾರಂಪರಿಕ ಮೌಲ್ಯ, ಮಾನವೀಯ ಸಂಬಂಧಗಳನ್ನು ಕಟ್ಟುವ ಹೊಣೆಗಾರಿಕೆ ಮಹಿಳೆಯ ಮೇಲಿದೆ" ಎಂದು ಬೀಳಗಿ ಪಟ್ಟಣ ಸಹಕಾರಿ ಬ್ಯಾಂಕಿನ ಸಂಸ್ಥಾಪಕ ಅಧ್ಯಕ್ಷ ಎಸ್.ಆರ್.ಪಾಟೀಲ ಹೇಳಿದರು. ಸ್ಥಳೀಯ ಪಟ್ಟಣ ಸಹಕಾರಿ ಬ್ಯಾಂಕಿನ ರಜತ ಮಹೋತ್ಸವದ ಅಂಗವಾಗಿ ಮಂಗಳವಾರ ಬ್ಯಾಂಕಿನ ಸಭಾಭವನದಲ್ಲಿ ಏರ್ಪಡಿಸಿದ್ದ ಮಹಿಳಾ ಸಾಂಸ್ಕೃತಿಕ ಉತ್ಸವವನ್ನು ಉದ್ಘಾಟಿಸಿ ಅವರು ಮಾತನಾಡಿದರು. ಹಸಿವಿನ ದಾಹಕ್ಕೆ ಹೊಸ್ತಿಲ ಮೀರಿ, ಸಂಸ್ಕೃತಿ ಮತ್ತು ಸಂಸ್ಕಾರವನ್ನು ಮುಂದುವರೆಸುವ ಪ್ರಯತ್ನದ ಸಂಪ್ರದಾಯ ಕಾರ್ಯಕ್ರಮ ಆಯೋಜಿಸಿದೆ. ಸಮಾಜದ ಏಳಿಗೆಗೆ ಮಹಿಳೆಯರು ಸಹಕಾರ ನೀಡಬೇಕು. ಮಕ್ಕಳಿಗೆ ಸಂಸ್ಕಾರ ಮತ್ತು ಸಂಸ್ಕೃತಿ ಬಗ್ಗೆ ತಿಳಿಸಿಕೊಡುವುದು ನಮ್ಮ ಕರ್ತವ್ಯ ಎಂದರು. 'ಯುವ ಜನಾಂಗ ಜನಪದ ಸಂಸ್ಕೃತಿಯನ್ನು ಮೈಗೂಡಿಸಿಕೊಳ್ಳಬೇಕು. ಶಾಂತಿ ಬದುಕಿಗೆ ಪ್ರಯತ್ನಿಸಬೇಕು' ಎಂದರು. — [450, 941, 655, 1180]
notice-line: I, SHARADA YALIGAR — [1123, 1928, 1246, 1941]
women-hrule — [1085, 1436, 1495, 1438]
lead-photo — [276, 211, 798, 584]
bakrid-photo — [1088, 110, 1494, 345]
notice-line: dated: 02/06/225 before — [1330, 2095, 1459, 2108]
cultural-col2 — [663, 1100, 866, 1479]
notice-line: Has changed my name/ — [1119, 2032, 1250, 2046]
rcb-body-text: ಮುಂಡಗೋಡ: ತಾಲ್ಲೂಕಿನ ಇಂದೂರ ಗ್ರಾಮದಲ್ಲಿ ಮಂಗಳವಾರ ರಾತ್ರಿ ಆರ್‌ಸಿಬಿ ವಿಜಯೋತ್ಸವದ ಸಂಭ್ರಮಾಚರಣೆಯಲ್ಲಿ ಹೃದಯಾಘಾತದಿಂದ ಯುವಕ ಸಾವಿಗೀಡಾಗಿದ್ದಾನೆ. ಆರ್‌ಸಿಬಿ ಅಭಿಮಾನಿಯಾಗಿದ್ದ ಮಂಜುನಾಥ ಈರಪ್ಪ ಕಂಬಾರ (28) ಸಾವಿಗೀಡಾದವರು. ಆರ್‌ಸಿಬಿ ಐಪಿಎಲ್ ಟ್ರೋಫಿ ಗೆದ್ದ ಖುಷಿಯಲ್ಲಿ ಗ್ರಾಮದ ಸಂಗೋಳ್ಳಿ ರಾಯಣ್ಣ ವೃತ್ತದಲ್ಲಿ ಗೆಲುವಿನ ಸಂಭ್ರಮಾಚರಣೆಯಲ್ಲಿ ಕುಣಿಯುತ್ತಿರುವ ವೇಳೆ ಮಂಜುನಾಥ ಅವರು ಕುಸಿದು ಬಿದ್ದರು. ಕೂಡಲೇ ಅವರನ್ನು ಸ್ಥಳೀಯ ಆಸ್ಪತ್ರೆಗೆ ದಾಖಲಿಸಲಾಯಿತು. ಆದರೆ ಅವರು ಬದುಕುಳಿಯಲಿಲ್ಲ ಎಂದು ಮೃತನ ಸಂಬಂಧಿಕರು ತಿಳಿಸಿದರು. — [1089, 1559, 1342, 1711]
cultural-banner: ಸಾಂಸ್ಕೃತಿಕ ವೈಭವ — [803, 930, 906, 952]
cultural-col3-text: ಮೇಲೆ ಸೆರಗು ಹಾಕಿಕೊಂಡಿದ್ದರು. ಪುರುಷರ ಪಾತ್ರವನ್ನೂ ಮಹಿಳೆಯರೇ ನಿರ್ವಹಿಸಿದರು. ನವಿಲಾಡಿ, ಬೀಸು ಕಲ್ಲಿನ ಪದ, ತಲೆ ಮೇಲೆ ಕಳಸ ಹೊತ್ತು ಮೆರವಣಿಗೆ, ಕೈಗೆ ಬಳೆ ತೊಟ್ಟು ಜನಪದ ಹಾಡುಗಳನ್ನು ಹಾಡಿದರು. ಸಂಗೀತ ಕಾರ್ಯಕ್ರಮದಲ್ಲಿ ಸುಶ್ರಾವ್ಯವಾಗಿ ಹಾಡಿದ ಮಹಿಳೆಯರು ಸಭಿಕರ ಮೆಚ್ಚುಗೆಗೆ ಪಾತ್ರರಾದರು. ಸಾಂಪ್ರದಾಯಿಕ ಉಡುಗೆಯಲ್ಲಿ ಮೆರವಣಿಗೆ ನಡೆಸಿದರು. ಅಡುಗೆ ಸ್ಪರ್ಧೆ, ರಂಗೋಲಿ ಸ್ಪರ್ಧೆ, ಮೆಹಂದಿ ಸ್ಪರ್ಧೆಗಳನ್ನು ಏರ್ಪಡಿಸಲಾಗಿತ್ತು. ವಿಜೇತರಿಗೆ ಬಹುಮಾನ ವಿತರಿಸಲಾಯಿತು. ನಂತರ ದಂಪತಿಗೆ ಹುಟ್ಟುವ ಮಗುವಿನ ನಾಮಕರಣ, ಉಡಿ ತುಂಬುವ ಶಾಸ್ತ್ರ ಮಾಡಿದರು. ಸ್ಪರ್ಧೆಯ ಮೂಲಕ ಮಹಿಳೆಯರು ಭಾಗವಹಿಸಿ ಸಂತಸಪಟ್ಟರು. ಈ ಸಂದರ್ಭದಲ್ಲಿ ಬ್ಯಾಂಕಿನ ಪ್ರಮುಖರು, ಸದಸ್ಯರು ಇದ್ದರು. ಕಾರ್ಯಕ್ರಮಕ್ಕೆ ಪ್ರಾಯೋಜಕತ್ವ ನೀಡಿದ ಮಹಿಳಾ ಸಂಘಗಳಿಗೆ ಅಭಿನಂದಿಸಲಾಯಿತು. — [874, 1103, 1081, 1359]
women-byline: ಕನ್ನಡ ಜನಶ್ರೀ ಸುದ್ದಿ ಜಾಲ — [1244, 1145, 1334, 1158]
notice-header: CHANGE OF NAME — [1086, 1897, 1283, 1924]
page-label: Page - — [1373, 62, 1437, 85]
notice-line: SADASHIV SATHE — [922, 2032, 1025, 2046]
lead-col3-text: ಎನ್ನುವುದೂ ಗೊತ್ತಿಲ್ಲ. ನಾವಂತೂ ಒಪ್ಪಿಗೆ ಕೊಟ್ಟಿಲ್ಲ. ಈ ಬಗ್ಗೆ ಜಿಲ್ಲಾ ಉಸ್ತುವಾರಿ ಸಚಿವ ಸತೀಶ ಜಾರಕಿಹೊಳಿ ಹೇಳಿಕೆಯನ್ನೂ ಕೊಟ್ಟಿದ್ದಾರೆ. ನಾನೂ ಅವರೊಂದಿಗೆ ಚರ್ಚಿಸಿ, ಸೂಕ್ತವಾಗಿ ಸ್ಪಂದಿಸುತ್ತೇನೆ" ಎಂದು ಪ್ರಶ್ನೆಯೊಂದಕ್ಕೆ ಉತ್ತರಿಸಿದರು. 'ಕೈ' ತುಂಬುವ ವಿಶ್ವಾಸವಿದೆ: "ಸರ್ಕಾರಕ್ಕೆ ಈಗ ಎರಡು ವರ್ಷ ತುಂಬಿದೆ. ನಾವು ಜನಸಾಮಾನ್ಯರಿಗೆ ಏನು ನೀಡಿದ್ದೇವೆ ಎನ್ನುವುದನ್ನು ಈಡೇರಿಸಿದ್ದೇವೆ. ಗ್ಯಾರಂಟಿ ಯೋಜನೆಯ 19 ಕಂತು ಈಗಾಗಲೇ ಹಾಕಲಾಗಿದೆ. ಶೀಘ್ರದಲ್ಲಿ 20ನೇ ಕಂತನ್ನು ಹಾಕುತ್ತೇವೆ. ಮಾರ್ಚ್ ತಿಂಗಳದ್ದು ಸ್ವಲ್ಪ ತಾಂತ್ರಿಕ ಸಮಸ್ಯೆಯಾಗಿದೆ. ಏಪ್ರಿಲ್ ಹಣ ಇಷ್ಟರಲ್ಲೇ ಜಮಾ ಆಗಲಿದೆ" ಎಂದು ಸಚಿವೆ ತಿಳಿಸಿದರು. ಸಚಿವ ಸಂಪುಟ ವಿಸ್ತರಣೆ ಬಗ್ಗೆ — [538, 592, 796, 744]
name-change-notice — [1294, 1895, 1496, 2174]
lead-byline: ಕನ್ನಡ ಜನಶ್ರೀ ಸುದ್ದಿ ಜಾಲ — [54, 208, 144, 220]
ambedkar-byline: ಕನ್ನಡ ಜನಶ್ರೀ ಸುದ್ದಿ ಜಾಲ — [479, 1538, 569, 1551]
photo-celebration-label: ● — [29, 2263, 47, 2278]
notice-line: BADAMI. DIST BAGALKOT. — [1109, 2011, 1261, 2025]
ambedkar-col2 — [663, 1712, 866, 1884]
lead-col4 — [805, 208, 1077, 858]
bakrid-body — [1088, 410, 1493, 858]
rcb-headline-1: ಸಂಭ್ರಮಾಚರಣೆ ವೇಳೆ ಹೃದಯಾಘಾತ: — [1089, 1447, 1427, 1478]
shiggavi-headline-1: ಶಿಗ್ಗಾವಿ: ಶಿಷ್ಟಾಚಾರ ಪಾಲಿಸದ — [48, 1450, 322, 1485]
photo-convocation-label: ● — [457, 2049, 475, 2063]
health-col4 — [1080, 2181, 1283, 2378]
notice-line: AT POST HUNGUND — [1338, 1991, 1451, 2004]
health-col2 — [656, 2145, 860, 2378]
ipl-caption: ಹುಬ್ಬಳ್ಳಿ: ಆರ್‌ಸಿಬಿ ತಂಡ ಐಪಿಎಲ್ ಟ್ರೋಫಿ ಗೆದ್ದ ಹಿನ್ನೆಲೆಯಲ್ಲಿ ನಗರದ ಚೆನ್ನಮ್ಮ ವೃತ್ತದಲ್ಲಿ ಮಂಗಳವಾರ ರಾತ್ರಿ ಅಭಿಮಾನಿಗಳು ಸಂಭ್ರಮಾಚರಣೆ ಮಾಡಿದರು. ಪಟಾಕಿ ಸಿಡಿಸಿ, ಕುಣಿದು ಕುಪ್ಪಳಿಸಿ ಸಿಹಿ ಹಂಚಿಕೊಂಡು ಸಂಭ್ರಮಿಸಿದರು. — [22, 2292, 416, 2321]
name-change-notice — [1085, 1895, 1285, 2174]
ambedkar-headline: ಅಂಬೇಡ್ಕರ್ ಫ್ಲೆಕ್ಸ್ ಕಿತ್ತದ್ದಕ್ಕೆ ದಲಿತರ ಆಕ್ರೋಶ — [450, 1491, 891, 1526]
notice-line: AT POST — [1160, 1991, 1209, 2004]
bakrid-byline: ಕನ್ನಡ ಜನಶ್ರೀ ಸುದ್ದಿ ಜಾಲ — [1212, 390, 1301, 402]
ambedkar-col3-text: ಮಾತನಾಡಿ ಪ್ರತಿಭಟಿಸಿದರು. ನಗರ ಠಾಣೆ ಸಿಪಿಐ ಶಂಕರ್ ಹಾಗೂ ಗ್ರಾಮೀಣ ಠಾಣೆ ಪಿಎಸ್‌ಐ ರಾಜಶೇಖರ ರಾಥೋಡ ಅವರು ಸ್ಥಳಕ್ಕೆ ಭೇಟಿ ನೀಡಿದರು. ಹಂಚಿನಮನಿ, ದಲಿತ ಸಂಘಟನೆ ಮುಖಂಡರಾದ ಚಂದ್ರಪ್ಪ, ಹನುಮಂತಪ್ಪ, ಮಂಜಪ್ಪ, ಚಿಕ್ಕಪ್ಪ, ಫಕ್ಕೀರಪ್ಪ, ಹೇಮಂತ, ಸಾವಿತ್ರಮ್ಮ, ರೇಣುಕಮ್ಮ, ಲಕ್ಷ್ಮವ್ವ, ನೀಲಮ್ಮ, ಹಾಲಮ್ಮ, ಕೆಂಚಮ್ಮ ಸೇರಿದಂತೆ ಅನೇಕರು ಭಾಗವಹಿಸಿದ್ದರು. ಗ್ರಾಮಸ್ಥರು ಸಹ ಈ ಕೃತ್ಯವನ್ನು ಖಂಡಿಸಿದರು. ಬೇಗನೆ ತಪ್ಪಿತಸ್ಥರನ್ನು ಪತ್ತೆ ಹಚ್ಚಿ ಶಿಕ್ಷೆಗೆ ಗುರಿಪಡಿಸಬೇಕು ಎಂದು ಪ್ರತಿಭಟನಾಕಾರರು ಒತ್ತಾಯಿಸಿದರು. — [874, 1714, 1077, 1883]
cultural-hrule — [444, 1484, 1083, 1486]
women-photo — [1089, 869, 1494, 1043]
health-col5 — [1291, 2181, 1494, 2378]
notice-line: Has changed my name/ — [1330, 2032, 1460, 2046]
notice-line: DIST BAGALKOT. — [1346, 2011, 1444, 2025]
health-col4-text: ನೀಡಿ ಪ್ರವಾಸ ಮಾಡಲಾಗಿದೆ. ದೇಶದ ಜನರ ಆರೋಗ್ಯ ರಕ್ಷಣೆ ನಮ್ಮ ಗುರಿ. ಆಯುಷ್ಮಾನ್ ಭಾರತ ಯೋಜನೆ ಜನರಿಗೆ ವರದಾನವಾಗಿದೆ. ದೇಶದ 60 ಕೋಟಿಗೂ ಹೆಚ್ಚು ಜನರು ಇದರ ಲಾಭ ಪಡೆಯುತ್ತಿದ್ದಾರೆ ಎಂದು ಸಚಿವರು ಹೇಳಿದರು. — [1080, 2183, 1283, 2265]
ambedkar-photo — [663, 1543, 1075, 1706]
notice-line: Vide Affidavit dated — [919, 2095, 1028, 2108]
